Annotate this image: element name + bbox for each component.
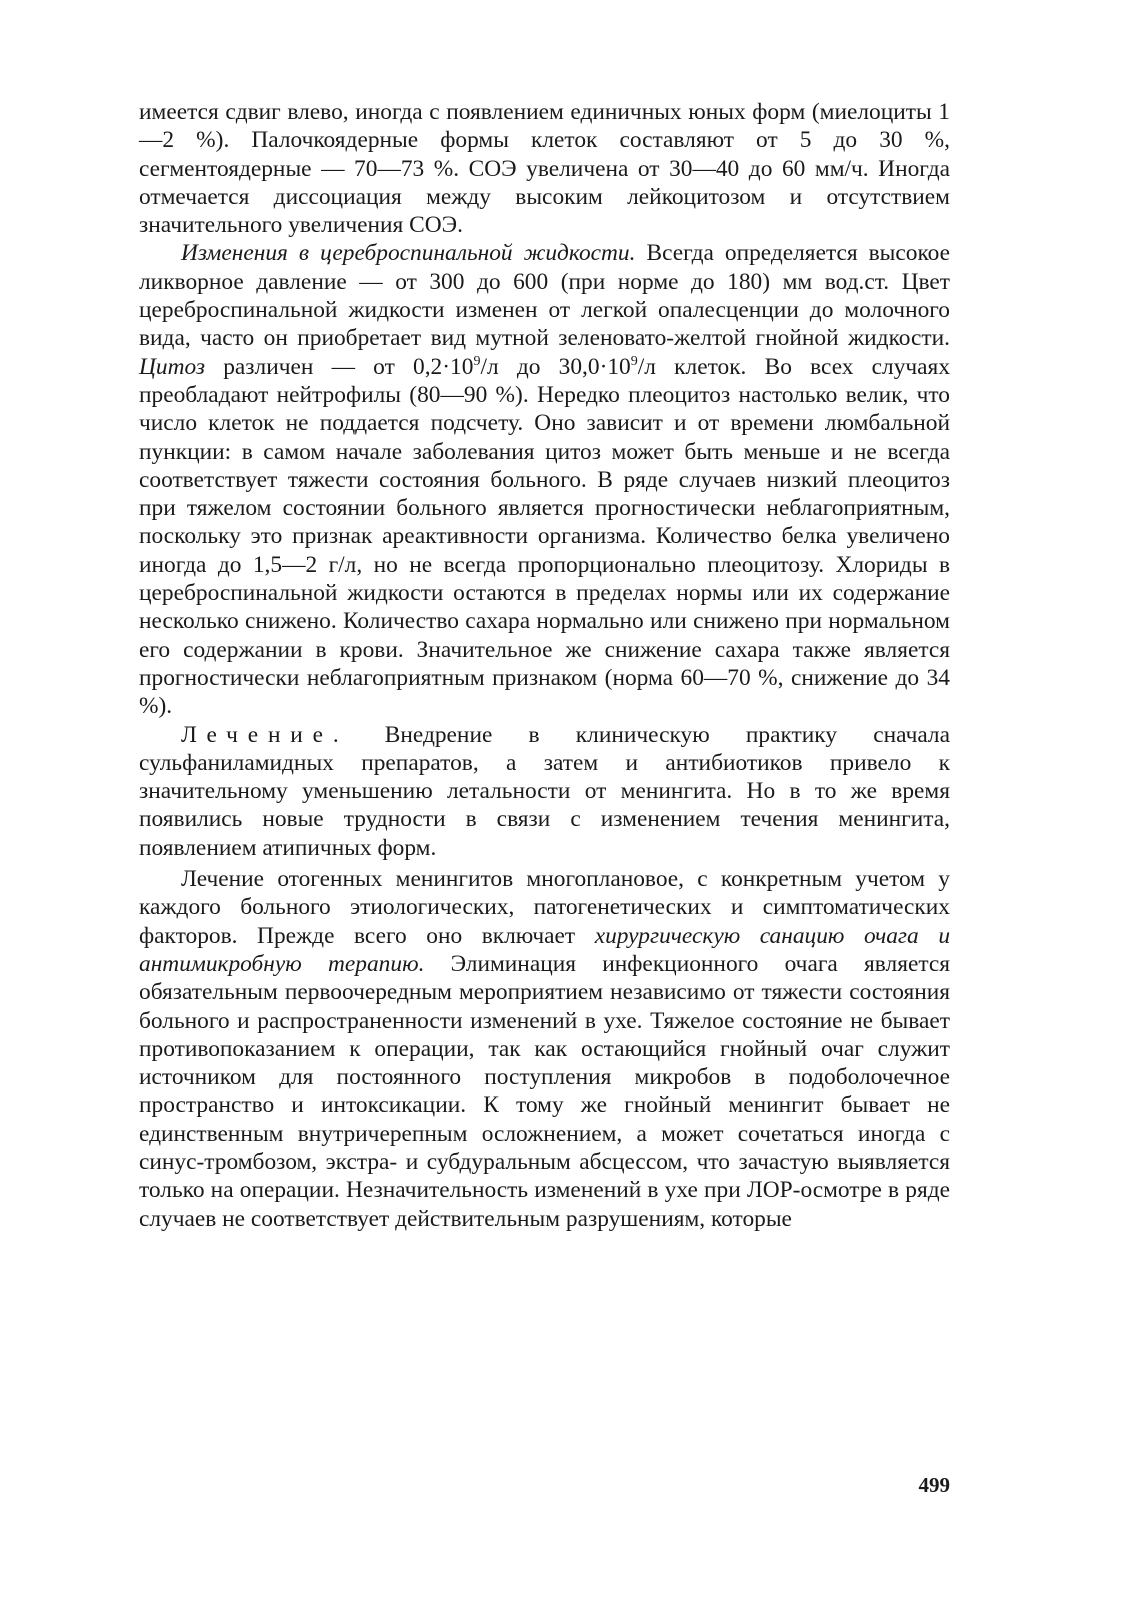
paragraph-otogenic-meningitis xyxy=(139,865,950,1233)
page-number: 499 xyxy=(918,1473,950,1497)
paragraph-text: /л клеток. Во всех случаях преобладают нейтрофилы (80—90 %). Нередко плеоцитоз настолько велик, что число клеток не поддается подсчету. Оно зависит и от времени люмбальной пункции: в самом начале заболевания цитоз может быть меньше и не всегда соответствует тяжести состояния больного. В ряде случаев низкий плеоцитоз при тяжелом состоянии больного является прогностически неблагоприятным, поскольку это признак ареактивности организма. Количество белка увеличено иногда до 1,5—2 г/л, но не всегда пропорционально плеоцитозу. Хлориды в цереброспинальной жидкости остаются в пределах нормы или их содержание несколько снижено. Количество сахара нормально или снижено при нормальном его содержании в крови. Значительное же снижение сахара также является прогностически неблагоприятным признаком (норма 60—70 %, снижение до 34 %). xyxy=(139,353,951,720)
paragraph-text: различен — от 0,2·10 xyxy=(205,353,474,380)
paragraph-text: имеется сдвиг влево, иногда с появлением единичных юных форм (миелоциты 1—2 %). Палочкоядерные формы клеток составляют от 5 до 30 %, сегментоядерные — 70—73 %. СОЭ увеличена от 30—40 до 60 мм/ч. Иногда отмечается диссоциация между высоким лейкоцитозом и отсутствием значительного увеличения СОЭ. xyxy=(139,99,950,239)
exponent: 9 xyxy=(630,352,638,369)
paragraph-text: Элиминация инфекционного очага является обязательным первоочередным мероприятием независимо от тяжести состояния больного и распространенности изменений в ухе. Тяжелое состояние не бывает противопоказанием к операции, так как остающийся гнойный очаг служит источником для постоянного поступления микробов в подоболочечное пространство и интоксикации. К тому же гнойный менингит бывает не единственным внутричерепным осложнением, а может сочетаться иногда с синус-тромбозом, экстра- и субдуральным абсцессом, что зачастую выявляется только на операции. Незначительность изменений в ухе при ЛОР-осмотре в ряде случаев не соответствует действительным разрушениям, которые xyxy=(139,950,950,1232)
paragraph-text: /л до 30,0·10 xyxy=(480,353,631,380)
emphasis-sanation: хирургическую санацию очага и антимикробную терапию. xyxy=(139,922,951,977)
paragraph-blood-changes xyxy=(139,98,950,239)
paragraph-treatment xyxy=(139,721,950,862)
paragraph-csf-changes xyxy=(139,239,950,720)
paragraph-text: Лечение отогенных менингитов многоплановое, с конкретным учетом у каждого больного этиологических, патогенетических и симптоматических факторов. Прежде всего оно включает xyxy=(139,866,950,949)
section-heading-treatment: Лечение. xyxy=(181,721,349,748)
paragraph-text: Внедрение в клиническую практику сначала сульфаниламидных препаратов, а затем и антибиотиков привело к значительному уменьшению летальности от менингита. Но в то же время появились новые трудности в связи с изменением течения менингита, появлением атипичных форм. xyxy=(139,721,950,861)
exponent: 9 xyxy=(473,352,481,369)
page-body xyxy=(139,98,950,1233)
section-heading-csf: Изменения в цереброспинальной жидкости. xyxy=(181,240,636,267)
term-cytosis: Цитоз xyxy=(139,353,205,380)
paragraph-text: Всегда определяется высокое ликворное давление — от 300 до 600 (при норме до 180) мм вод.ст. Цвет цереброспинальной жидкости изменен от легкой опалесценции до молочного вида, часто он приобретает вид мутной зеленовато-желтой гнойной жидкости. xyxy=(139,240,950,352)
